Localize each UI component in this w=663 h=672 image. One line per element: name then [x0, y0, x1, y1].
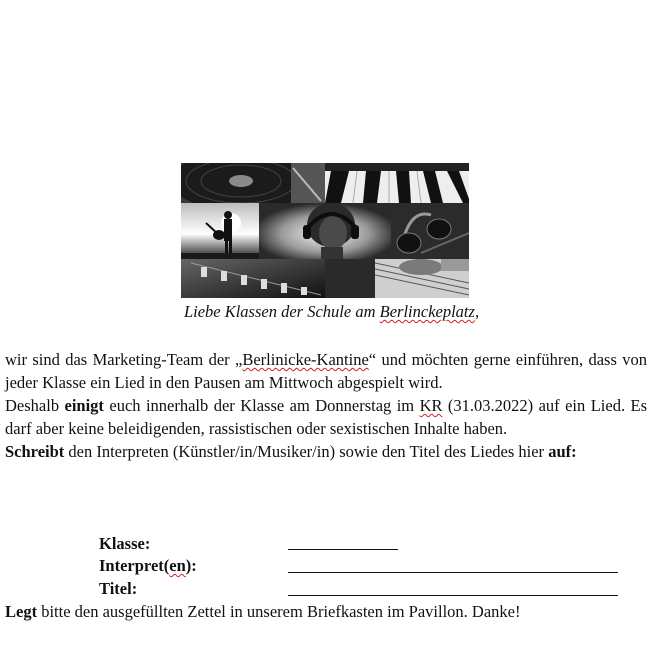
caption-text: Liebe Klassen der Schule am [183, 302, 380, 321]
instruction-text-a: Deshalb [5, 396, 65, 415]
person-with-headphones-icon [259, 203, 391, 259]
interpret-label [99, 555, 197, 577]
intro-spellcheck-word: Berlinicke-Kantine [242, 350, 369, 369]
klasse-label: Klasse: [99, 534, 151, 553]
closing-line [5, 600, 655, 623]
caption-punctuation: , [474, 302, 480, 321]
intro-paragraph [5, 348, 647, 394]
intro-text-a: wir sind das Marketing-Team der „ [5, 350, 243, 369]
write-bold-word: Schreibt [5, 442, 65, 461]
closing-bold-word: Legt [5, 602, 38, 621]
titel-label: Titel: [99, 579, 138, 598]
instruction-spellcheck-word: KR [419, 396, 443, 415]
letter-body [5, 348, 647, 463]
caption-spellcheck-word: Berlinckeplatz [379, 302, 475, 321]
interpret-label-text-b: ): [185, 556, 197, 575]
instruction-bold-word: einigt [64, 396, 104, 415]
guitar-strings-icon [325, 259, 469, 298]
closing-text: bitte den ausgefüllten Zettel in unserem Briefkasten im Pavillon. Danke! [37, 602, 521, 621]
music-collage-image [181, 163, 469, 298]
greeting-caption [0, 302, 663, 322]
interpret-label-text-a: Interpret( [99, 556, 170, 575]
instruction-text-b: euch innerhalb der Klasse am Donnerstag im [103, 396, 420, 415]
klasse-blank-line[interactable] [288, 549, 398, 550]
piano-keys-icon [325, 163, 469, 203]
titel-blank-line[interactable] [288, 595, 618, 596]
instruction-paragraph [5, 394, 647, 440]
mixing-console-icon [181, 259, 325, 298]
write-paragraph [5, 440, 647, 463]
interpret-blank-line[interactable] [288, 572, 618, 573]
interpret-spellcheck-word: en [169, 556, 186, 575]
headphones-icon [391, 203, 469, 259]
guitarist-silhouette-icon [181, 203, 259, 259]
instruction-text-c: (31.03.2022) auf ein Lied. Es darf aber keine beleidigenden, rassistischen oder sexistischen Inhalte haben. [5, 396, 648, 438]
write-bold-word-end: auf: [548, 442, 577, 461]
song-form [0, 534, 663, 604]
intro-text-b: “ und möchten gerne einführen, dass von jeder Klasse ein Lied in den Pausen am Mittwoch abgespielt wird. [5, 350, 647, 392]
write-text: den Interpreten (Künstler/in/Musiker/in) sowie den Titel des Liedes hier [64, 442, 549, 461]
